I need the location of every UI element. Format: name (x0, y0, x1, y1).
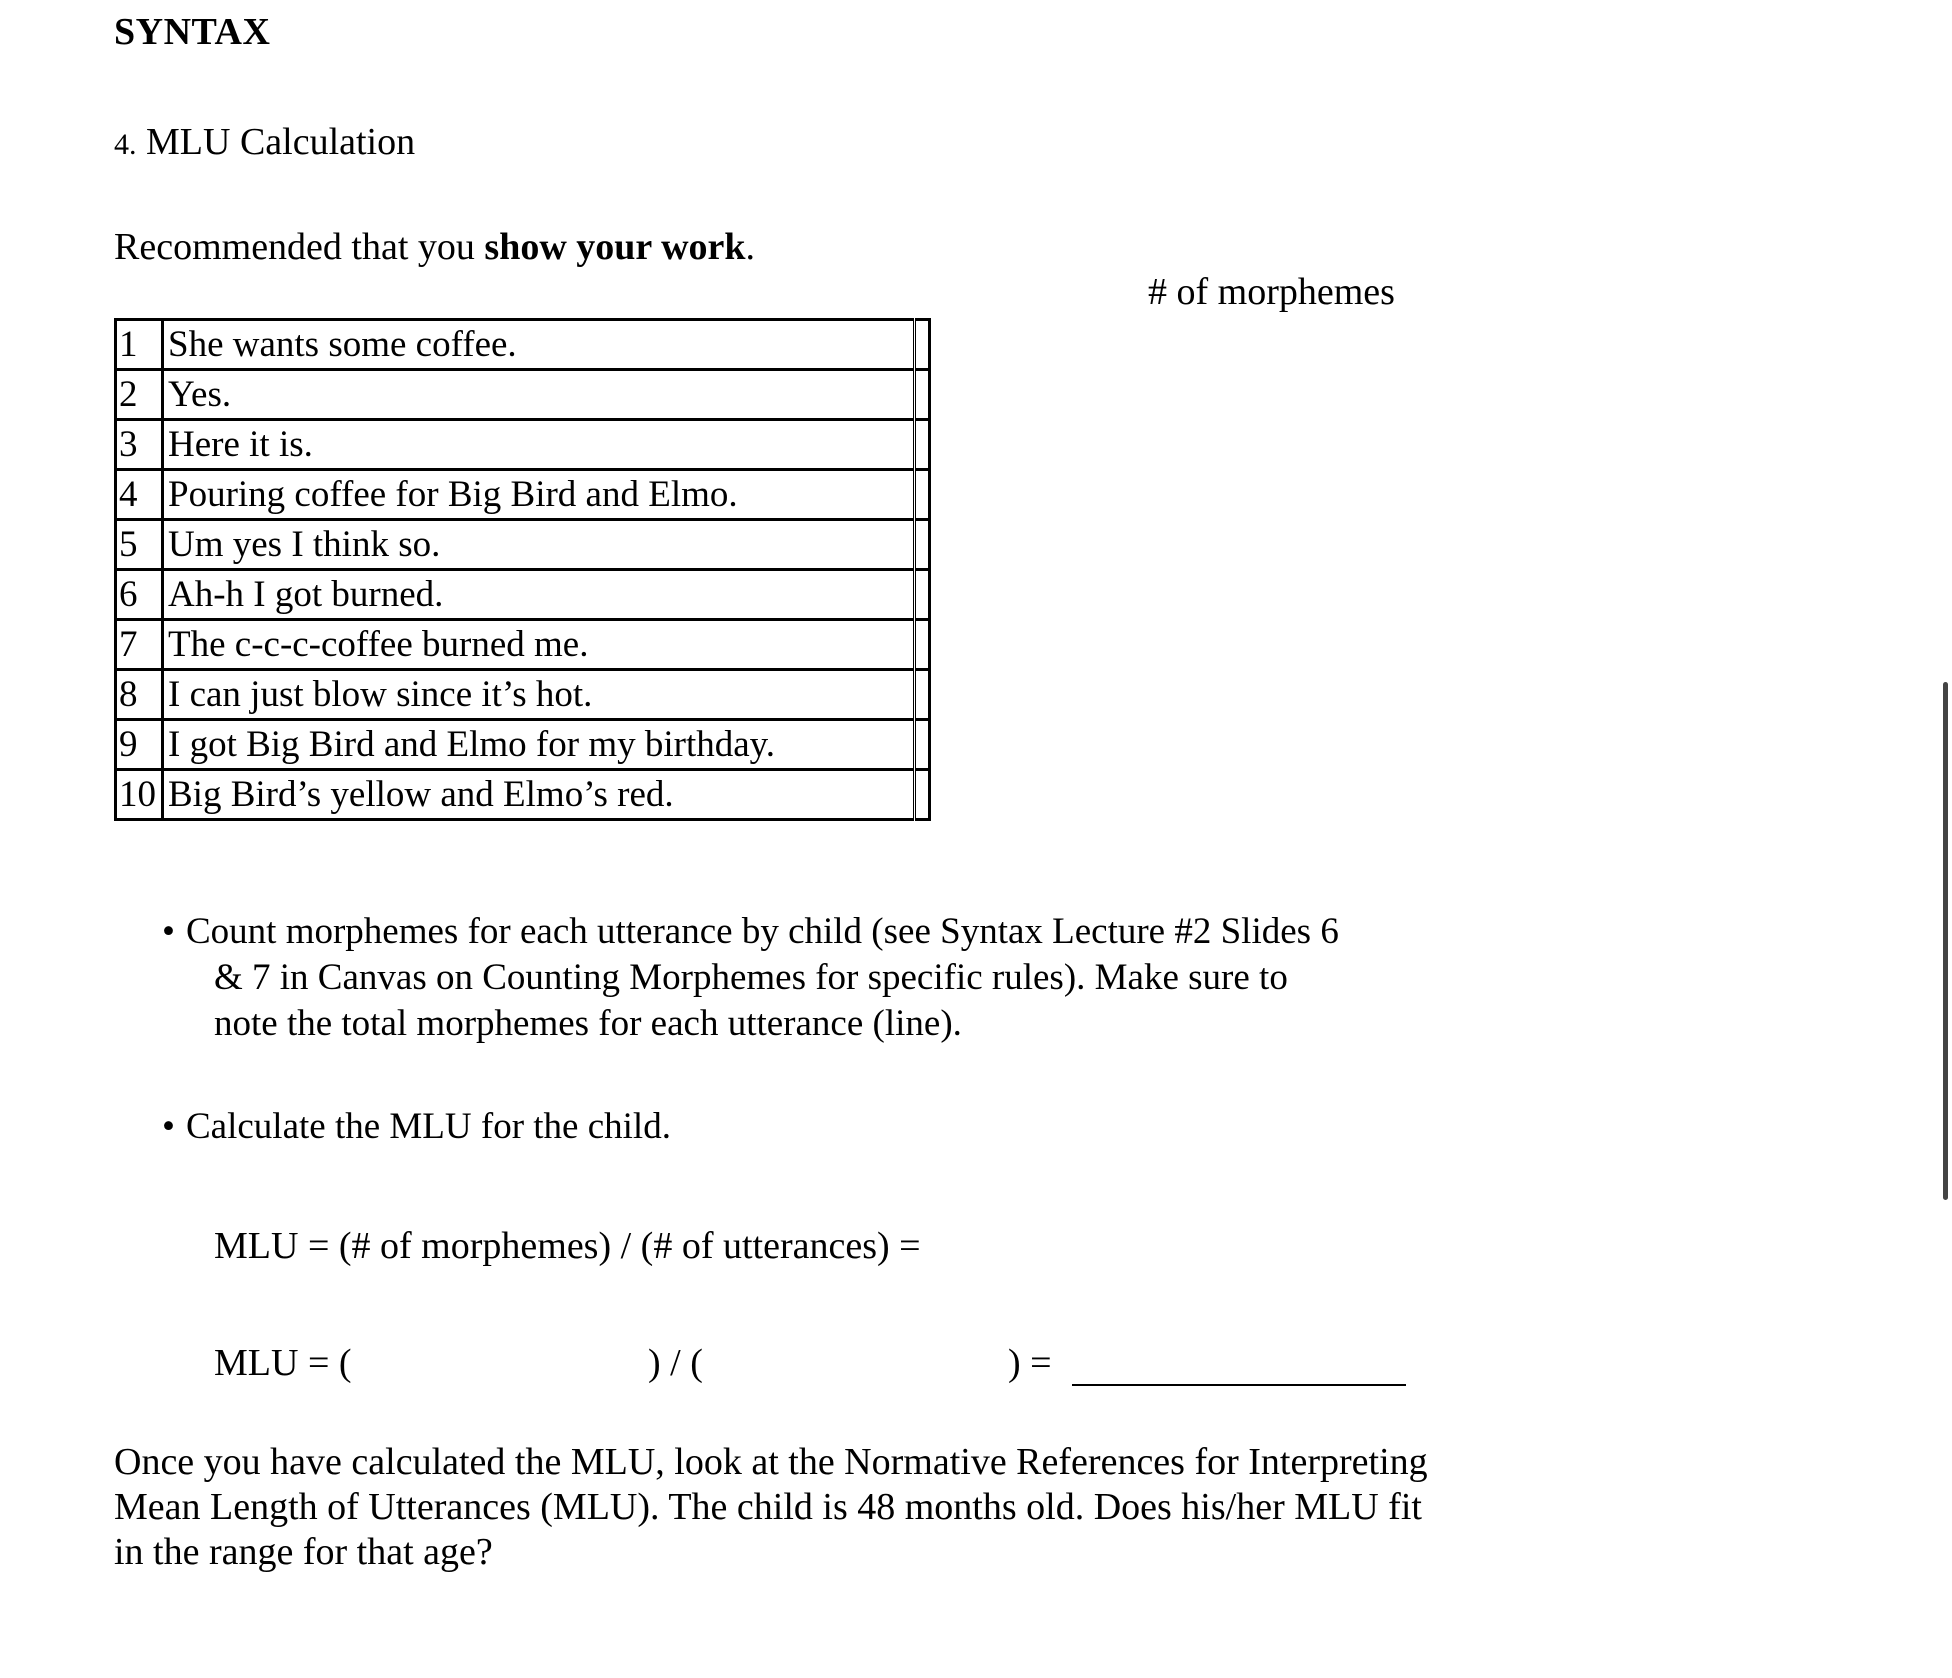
utterance-number: 10 (116, 770, 163, 820)
table-row (116, 420, 930, 470)
morpheme-count-cell[interactable] (915, 520, 930, 570)
bullet-marker: • (162, 1106, 175, 1147)
final-question-paragraph: Once you have calculated the MLU, look at the Normative References for Interpreting Mean Length of Utterances (MLU). The child is 48 months old. Does his/her MLU fit in the range for that age? (114, 1441, 1428, 1573)
utterance-number: 2 (116, 370, 163, 420)
morpheme-count-cell[interactable] (915, 620, 930, 670)
utterance-text: Here it is. (163, 420, 915, 470)
utterance-number: 6 (116, 570, 163, 620)
table-row (116, 720, 930, 770)
morpheme-count-cell[interactable] (915, 420, 930, 470)
mlu-formula-definition: MLU = (# of morphemes) / (# of utterances) = (214, 1225, 921, 1267)
morpheme-count-cell[interactable] (915, 370, 930, 420)
table-row (116, 520, 930, 570)
table-row (116, 370, 930, 420)
utterance-number: 7 (116, 620, 163, 670)
table-row (116, 320, 930, 370)
utterance-number: 3 (116, 420, 163, 470)
mlu-answer-line[interactable] (1072, 1384, 1406, 1386)
table-row (116, 570, 930, 620)
morpheme-count-cell[interactable] (915, 470, 930, 520)
mlu-fill-start: MLU = ( (214, 1342, 352, 1384)
table-row (116, 770, 930, 820)
section-title (114, 120, 415, 164)
page-heading: SYNTAX (114, 11, 271, 53)
morpheme-column-header: # of morphemes (1148, 271, 1395, 313)
section-title-text: MLU Calculation (146, 121, 416, 163)
utterance-number: 1 (116, 320, 163, 370)
vertical-scrollbar[interactable] (1943, 682, 1948, 1200)
utterance-text: She wants some coffee. (163, 320, 915, 370)
bullet-1-line-3: note the total morphemes for each utterance (line). (214, 1003, 962, 1044)
instruction-bold: show your work (484, 226, 746, 268)
instruction-prefix: Recommended that you (114, 226, 485, 268)
utterance-text: Yes. (163, 370, 915, 420)
instruction-text (114, 225, 755, 269)
bullet-1-line-2: & 7 in Canvas on Counting Morphemes for specific rules). Make sure to (214, 957, 1288, 998)
mlu-fill-mid: ) / ( (648, 1342, 703, 1384)
instruction-suffix: . (745, 226, 756, 268)
morpheme-count-cell[interactable] (915, 570, 930, 620)
morpheme-count-cell[interactable] (915, 720, 930, 770)
utterance-number: 5 (116, 520, 163, 570)
utterance-text: Pouring coffee for Big Bird and Elmo. (163, 470, 915, 520)
bullet-1-line-1: Count morphemes for each utterance by child (see Syntax Lecture #2 Slides 6 (186, 911, 1339, 952)
utterance-text: I can just blow since it’s hot. (163, 670, 915, 720)
utterance-number: 9 (116, 720, 163, 770)
utterance-number: 8 (116, 670, 163, 720)
table-row (116, 470, 930, 520)
bullet-2-text: Calculate the MLU for the child. (186, 1106, 671, 1147)
bullet-calculate-mlu (162, 1104, 1422, 1150)
utterance-number: 4 (116, 470, 163, 520)
utterance-text: I got Big Bird and Elmo for my birthday. (163, 720, 915, 770)
morpheme-count-cell[interactable] (915, 320, 930, 370)
morpheme-count-cell[interactable] (915, 770, 930, 820)
table-row (116, 620, 930, 670)
mlu-fill-end: ) = (1008, 1342, 1052, 1384)
morpheme-count-cell[interactable] (915, 670, 930, 720)
bullet-marker: • (162, 911, 175, 952)
table-row (116, 670, 930, 720)
utterance-text: Ah-h I got burned. (163, 570, 915, 620)
section-number: 4. (114, 128, 137, 161)
utterance-text: Um yes I think so. (163, 520, 915, 570)
utterance-text: Big Bird’s yellow and Elmo’s red. (163, 770, 915, 820)
bullet-count-morphemes (162, 909, 1422, 1047)
utterance-table (114, 318, 931, 821)
utterance-text: The c-c-c-coffee burned me. (163, 620, 915, 670)
